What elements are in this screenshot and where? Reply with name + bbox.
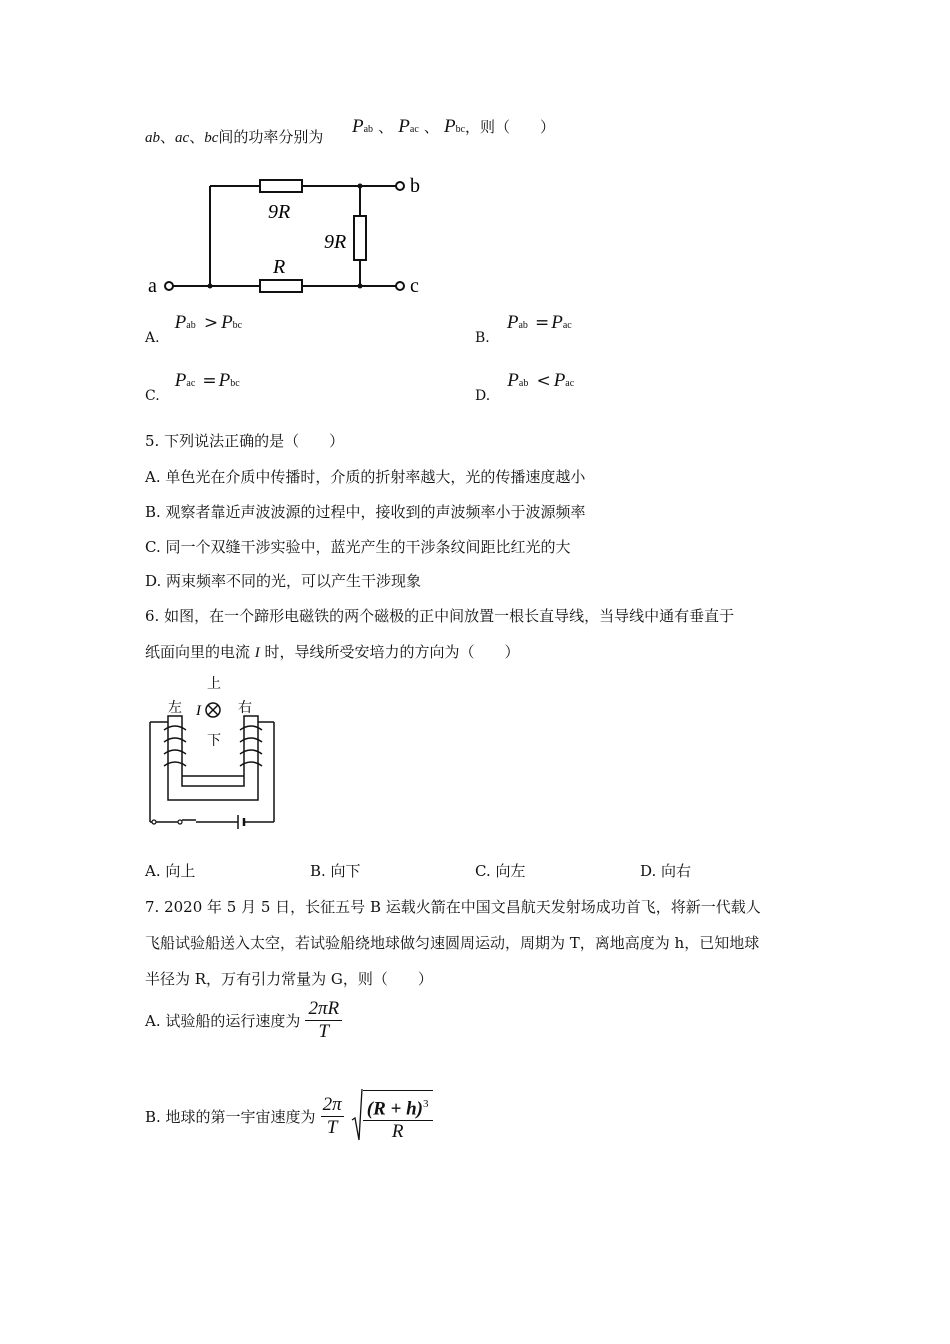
switch-terminal (152, 820, 156, 824)
label-current: I (196, 703, 201, 719)
label-9r-top: 9R (268, 201, 291, 223)
junction (208, 284, 213, 289)
q7-option-b-text: B. 地球的第一宇宙速度为 (145, 1108, 316, 1127)
q7-option-a-text: A. 试验船的运行速度为 (145, 1012, 301, 1030)
label-b: b (410, 175, 420, 197)
power-symbol: P (506, 312, 519, 333)
q5-stem: 5. 下列说法正确的是（ ） (145, 432, 345, 450)
q7-line1: 7. 2020 年 5 月 5 日，长征五号 B 运载火箭在中国文昌航天发射场成功首飞，将新一代载人 (145, 898, 761, 916)
power-sub: ab (518, 378, 529, 389)
option-letter: D. (475, 388, 491, 404)
power-sub: ab (363, 124, 374, 135)
fraction (321, 1094, 344, 1139)
q4-tail: ，则（ ） (465, 118, 556, 136)
q6-option-d[interactable]: D. 向右 (640, 862, 692, 880)
resistor-r-bottom (260, 280, 302, 292)
sqrt-sign-icon (351, 1088, 363, 1144)
q7-option-a[interactable] (145, 998, 342, 1043)
power-sub: bc (230, 378, 240, 389)
fraction-denominator: T (305, 1020, 342, 1043)
q4-sep: 、 (423, 118, 439, 136)
power-symbol: P (218, 370, 231, 391)
op: < (536, 371, 551, 391)
radicand-fraction (363, 1090, 433, 1143)
op: = (202, 371, 217, 391)
power-symbol: P (352, 116, 364, 137)
switch-terminal (178, 820, 182, 824)
q6-stem-line2 (145, 641, 520, 662)
q7-option-b[interactable] (145, 1090, 433, 1143)
radicand-denominator: R (363, 1120, 433, 1143)
q4-sep: 、 (378, 118, 394, 136)
electromagnet-diagram (140, 670, 300, 835)
power-symbol: P (553, 370, 566, 391)
junction (358, 184, 363, 189)
op: = (535, 313, 550, 333)
op: > (203, 313, 219, 333)
radicand-numerator (363, 1093, 433, 1120)
power-symbol: P (551, 312, 563, 333)
q6-option-a[interactable]: A. 向上 (145, 862, 196, 880)
q4-power-symbols (352, 116, 555, 138)
exponent: 3 (423, 1098, 429, 1110)
power-symbol: P (221, 312, 233, 333)
q5-option-b[interactable]: B. 观察者靠近声波波源的过程中，接收到的声波频率小于波源频率 (145, 503, 586, 521)
resistor-9r-top (260, 180, 302, 192)
q6-stem-line1: 6. 如图，在一个蹄形电磁铁的两个磁极的正中间放置一根长直导线，当导线中通有垂直于 (145, 607, 735, 625)
fraction-numerator: 2πR (308, 998, 340, 1019)
power-symbol: P (398, 116, 410, 137)
power-sub: ac (562, 320, 572, 331)
fraction (305, 998, 342, 1043)
power-sub: ac (186, 378, 196, 389)
q4-bc: bc (204, 130, 219, 146)
power-sub: ac (409, 124, 419, 135)
label-a: a (148, 275, 157, 297)
q4-option-a[interactable] (145, 312, 243, 346)
power-symbol: P (443, 116, 456, 137)
q4-ac: ac (175, 130, 190, 146)
square-root (351, 1090, 433, 1143)
resistor-9r-vertical (354, 216, 366, 260)
power-sub: bc (455, 124, 466, 135)
junction (358, 284, 363, 289)
q5-option-d[interactable]: D. 两束频率不同的光，可以产生干涉现象 (145, 572, 422, 590)
q4-option-b[interactable] (475, 312, 572, 346)
label-left: 左 (168, 701, 182, 716)
fraction-denominator: T (321, 1116, 344, 1139)
radicand-expression: (R + h) (366, 1098, 424, 1120)
q4-sep: 、 (189, 128, 205, 146)
q6-text: 纸面向里的电流 (145, 643, 255, 661)
q6-option-b[interactable]: B. 向下 (310, 862, 361, 880)
label-9r-vertical: 9R (324, 231, 347, 253)
label-r-bottom: R (273, 256, 286, 278)
q6-text: 时，导线所受安培力的方向为（ ） (259, 643, 520, 661)
power-sub: ab (518, 320, 528, 331)
terminal-a (165, 282, 173, 290)
q4-ab: ab (145, 130, 160, 146)
q4-option-d[interactable] (475, 370, 575, 404)
power-symbol: P (174, 312, 187, 333)
q5-option-c[interactable]: C. 同一个双缝干涉实验中，蓝光产生的干涉条纹间距比红光的大 (145, 538, 571, 556)
q4-stem (145, 126, 323, 147)
label-right: 右 (238, 701, 252, 716)
power-sub: bc (232, 320, 243, 331)
label-c: c (410, 275, 419, 297)
q7-line2: 飞船试验船送入太空，若试验船绕地球做匀速圆周运动，周期为 T，离地高度为 h，已知地球 (145, 934, 760, 952)
magnet-core (168, 716, 258, 800)
label-up: 上 (207, 677, 221, 692)
q4-option-c[interactable] (145, 370, 240, 404)
q7-line3: 半径为 R，万有引力常量为 G，则（ ） (145, 970, 433, 988)
terminal-c (396, 282, 404, 290)
q6-option-c[interactable]: C. 向左 (475, 862, 526, 880)
option-letter: C. (145, 388, 160, 404)
power-symbol: P (507, 370, 519, 391)
q6-current-symbol: I (254, 645, 260, 661)
fraction-numerator: 2π (322, 1094, 342, 1116)
q4-sep: 、 (160, 128, 176, 146)
power-sub: ac (565, 378, 575, 389)
label-down: 下 (207, 734, 221, 749)
q4-text: 间的功率分别为 (218, 128, 324, 146)
circuit-diagram (140, 170, 440, 305)
q5-option-a[interactable]: A. 单色光在介质中传播时，介质的折射率越大，光的传播速度越小 (145, 468, 586, 486)
option-letter: A. (145, 330, 160, 346)
option-letter: B. (475, 330, 490, 346)
power-sub: ab (186, 320, 196, 331)
terminal-b (396, 182, 404, 190)
power-symbol: P (174, 370, 187, 391)
